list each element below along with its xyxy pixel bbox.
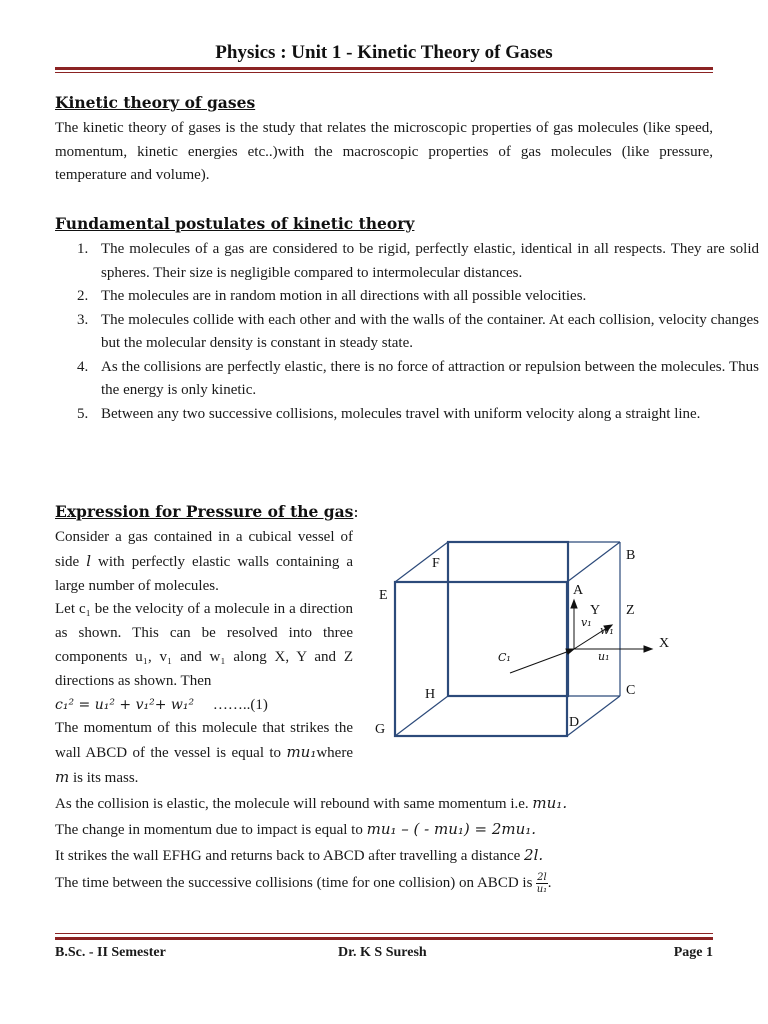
intro-paragraph xyxy=(55,117,713,188)
cube-edge-ef xyxy=(395,542,448,582)
equation-1: c₁² = u₁² + v₁²+ w₁² ……..(1) xyxy=(55,696,268,713)
line-rebound: As the collision is elastic, the molecule will rebound with same momentum i.e. mu₁. xyxy=(55,794,568,812)
line-distance: It strikes the wall EFHG and returns back to ABCD after travelling a distance 2l. xyxy=(55,846,544,864)
intro-text: The kinetic theory of gases is the study that relates the microscopic properties of gas molecules (like speed, momentum, kinetic energies etc..)with the macroscopic properties of gas molecules (like pressure, temperature and volume). xyxy=(55,120,713,183)
label-c: C xyxy=(626,683,636,698)
line-time: The time between the successive collisions (time for one collision) on ABCD is $\frac{2l}{\text{u₁}}$ . xyxy=(55,872,552,896)
list-item: 5. Between any two successive collisions, molecules travel with uniform velocity along a straight line. xyxy=(77,405,701,422)
section-heading-postulates: Fundamental postulates of kinetic theory xyxy=(55,214,415,233)
pressure-derivation-column xyxy=(55,526,353,791)
label-f: F xyxy=(432,556,440,571)
postulates-list xyxy=(55,238,759,426)
footer-author: Dr. K S Suresh xyxy=(338,945,427,960)
label-y: Y xyxy=(590,603,601,618)
list-item: 2. The molecules are in random motion in all directions with all possible velocities. xyxy=(77,288,587,304)
fraction-2l-u1: $\frac{2l}{\text{u₁}}$ xyxy=(536,872,548,896)
label-v1: v₁ xyxy=(581,616,592,629)
footer-course: B.Sc. - II Semester xyxy=(55,945,166,960)
list-item: 3. The molecules collide with each other and with the walls of the container. At each collision, velocity changes but the molecular density is constant in steady state. xyxy=(77,311,759,351)
section-heading-pressure: Expression for Pressure of the gas: xyxy=(55,502,359,521)
label-a: A xyxy=(573,583,584,598)
cube-edge-ab xyxy=(567,542,620,582)
header-rule xyxy=(55,67,713,70)
cube-back-face xyxy=(448,542,568,696)
paragraph-velocity: Let c₁ be the velocity of a molecule in a direction as shown. This can be resolved into three components u₁, v₁ and w₁ along X, Y and Z directions as shown. Then xyxy=(55,601,353,689)
cube-front-face xyxy=(395,582,567,736)
page-title: Physics : Unit 1 - Kinetic Theory of Gases xyxy=(215,42,553,63)
label-u1: u₁ xyxy=(598,650,610,663)
label-z: Z xyxy=(626,603,635,618)
label-b: B xyxy=(626,548,636,563)
section-heading-kinetic-theory: Kinetic theory of gases xyxy=(55,93,256,112)
label-c1: C₁ xyxy=(498,651,511,664)
line-change-momentum: The change in momentum due to impact is equal to mu₁ – ( - mu₁) = 2mu₁. xyxy=(55,820,537,838)
footer-page-number: Page 1 xyxy=(673,945,713,960)
label-w1: w₁ xyxy=(600,624,614,637)
label-d: D xyxy=(569,715,580,730)
paragraph-momentum: The momentum of this molecule that strikes the wall ABCD of the vessel is equal to mu₁where m is its mass. xyxy=(55,720,353,786)
footer-rule xyxy=(55,937,713,940)
pressure-derivation-continued xyxy=(55,791,715,896)
header-rule-thin xyxy=(55,72,713,73)
label-h: H xyxy=(425,687,436,702)
cube-edge-gh xyxy=(395,696,448,736)
list-item: 4. As the collisions are perfectly elastic, there is no force of attraction or repulsion between the molecules. Thus the energy is only kinetic. xyxy=(77,358,759,398)
paragraph-vessel: Consider a gas contained in a cubical vessel of side l with perfectly elastic walls containing a large number of molecules. xyxy=(55,529,353,594)
list-item: 1. The molecules of a gas are considered to be rigid, perfectly elastic, identical in all respects. They are solid spheres. Their size is negligible compared to intermolecular distances. xyxy=(77,241,759,281)
label-g: G xyxy=(375,722,386,737)
label-x: X xyxy=(659,636,670,651)
label-e: E xyxy=(379,588,388,603)
footer-rule-thin xyxy=(55,933,713,934)
cube-diagram xyxy=(360,530,720,760)
velocity-c1-arrow xyxy=(510,650,572,673)
